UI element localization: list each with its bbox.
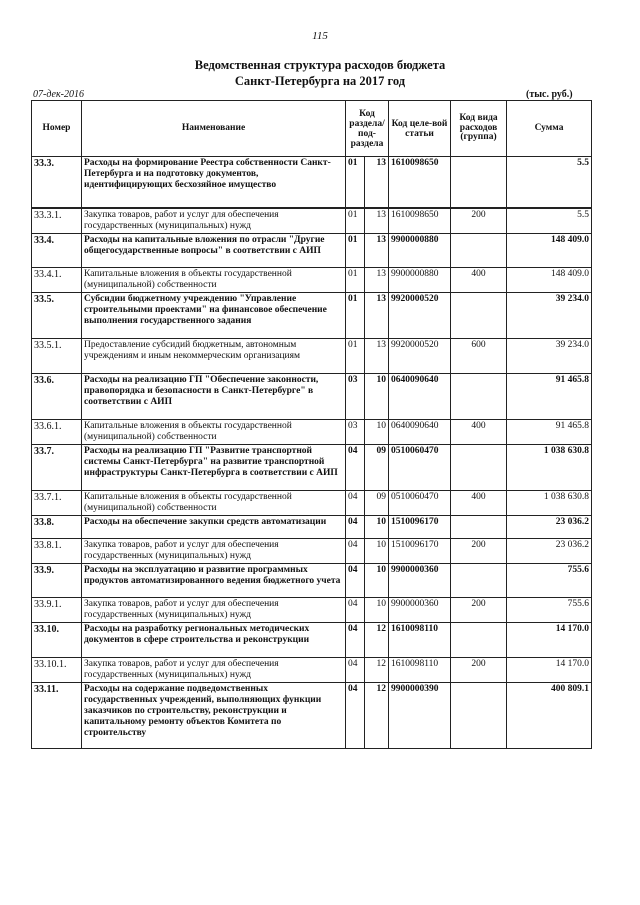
- row-article-code: 0510060470: [389, 490, 451, 515]
- row-amount: 148 409.0: [507, 233, 592, 267]
- row-section-code: 04: [346, 515, 365, 538]
- title-line-2: Санкт-Петербурга на 2017 год: [234, 74, 406, 88]
- row-expense-type: 200: [451, 538, 507, 563]
- row-expense-type: 200: [451, 597, 507, 622]
- row-article-code: 9900000390: [389, 682, 451, 748]
- row-name: Расходы на разработку региональных методических документов в сфере строительства и реконструкции: [82, 622, 346, 657]
- row-article-code: 9900000360: [389, 597, 451, 622]
- row-expense-type: [451, 515, 507, 538]
- title-line-1: Ведомственная структура расходов бюджета: [194, 58, 446, 72]
- row-subsection-code: 12: [365, 657, 389, 682]
- row-expense-type: [451, 682, 507, 748]
- row-amount: 148 409.0: [507, 267, 592, 292]
- document-title: [0, 57, 640, 89]
- row-expense-type: [451, 373, 507, 419]
- table-row: [32, 538, 592, 563]
- row-subsection-code: 12: [365, 682, 389, 748]
- row-subsection-code: 13: [365, 338, 389, 373]
- row-subsection-code: 12: [365, 622, 389, 657]
- budget-table: [31, 100, 592, 749]
- row-article-code: 0640090640: [389, 419, 451, 444]
- row-name: Расходы на капитальные вложения по отрасли "Другие общегосударственные вопросы" в соответствии с АИП: [82, 233, 346, 267]
- row-name: Закупка товаров, работ и услуг для обеспечения государственных (муниципальных) нужд: [82, 597, 346, 622]
- row-amount: 5.5: [507, 208, 592, 234]
- row-number: 33.8.: [32, 515, 82, 538]
- row-section-code: 03: [346, 419, 365, 444]
- table-row: [32, 682, 592, 748]
- row-amount: 23 036.2: [507, 515, 592, 538]
- row-amount: 5.5: [507, 157, 592, 208]
- row-number: 33.9.1.: [32, 597, 82, 622]
- row-number: 33.5.1.: [32, 338, 82, 373]
- row-section-code: 04: [346, 563, 365, 597]
- row-number: 33.9.: [32, 563, 82, 597]
- row-amount: 39 234.0: [507, 292, 592, 338]
- row-amount: 39 234.0: [507, 338, 592, 373]
- row-amount: 1 038 630.8: [507, 490, 592, 515]
- table-row: [32, 563, 592, 597]
- row-article-code: 0510060470: [389, 444, 451, 490]
- row-expense-type: 400: [451, 490, 507, 515]
- table-row: [32, 292, 592, 338]
- row-subsection-code: 10: [365, 597, 389, 622]
- table-row: [32, 373, 592, 419]
- units-label: (тыс. руб.): [526, 89, 573, 100]
- table-row: [32, 233, 592, 267]
- row-number: 33.11.: [32, 682, 82, 748]
- table-row: [32, 657, 592, 682]
- row-article-code: 9900000360: [389, 563, 451, 597]
- row-name: Расходы на формирование Реестра собственности Санкт-Петербурга и на подготовку документов, идентифицирующих бесхозяйное имущество: [82, 157, 346, 208]
- row-subsection-code: 10: [365, 419, 389, 444]
- row-subsection-code: 10: [365, 515, 389, 538]
- table-row: [32, 338, 592, 373]
- row-expense-type: 200: [451, 208, 507, 234]
- table-row: [32, 267, 592, 292]
- row-amount: 23 036.2: [507, 538, 592, 563]
- row-amount: 91 465.8: [507, 373, 592, 419]
- row-section-code: 04: [346, 622, 365, 657]
- row-section-code: 01: [346, 292, 365, 338]
- row-subsection-code: 13: [365, 267, 389, 292]
- row-section-code: 04: [346, 538, 365, 563]
- header-article: Код целе-вой статьи: [389, 101, 451, 157]
- row-section-code: 01: [346, 338, 365, 373]
- row-name: Предоставление субсидий бюджетным, автономным учреждениям и иным некоммерческим организациям: [82, 338, 346, 373]
- row-article-code: 1510096170: [389, 538, 451, 563]
- row-number: 33.5.: [32, 292, 82, 338]
- row-number: 33.7.1.: [32, 490, 82, 515]
- row-article-code: 1610098650: [389, 208, 451, 234]
- table-row: [32, 419, 592, 444]
- table-row: [32, 490, 592, 515]
- row-subsection-code: 10: [365, 563, 389, 597]
- row-article-code: 9900000880: [389, 267, 451, 292]
- row-subsection-code: 10: [365, 373, 389, 419]
- table-row: [32, 597, 592, 622]
- row-article-code: 9920000520: [389, 338, 451, 373]
- table-row: [32, 157, 592, 208]
- table-row: [32, 208, 592, 234]
- row-name: Закупка товаров, работ и услуг для обеспечения государственных (муниципальных) нужд: [82, 208, 346, 234]
- row-section-code: 01: [346, 208, 365, 234]
- document-date: 07-дек-2016: [33, 89, 84, 100]
- row-expense-type: 400: [451, 267, 507, 292]
- row-expense-type: 600: [451, 338, 507, 373]
- row-amount: 1 038 630.8: [507, 444, 592, 490]
- header-number: Номер: [32, 101, 82, 157]
- row-section-code: 01: [346, 233, 365, 267]
- row-expense-type: 400: [451, 419, 507, 444]
- header-amount: Сумма: [507, 101, 592, 157]
- row-section-code: 04: [346, 490, 365, 515]
- header-section: Код раздела/ под-раздела: [346, 101, 389, 157]
- row-section-code: 04: [346, 682, 365, 748]
- row-expense-type: [451, 233, 507, 267]
- row-expense-type: [451, 157, 507, 208]
- row-article-code: 9900000880: [389, 233, 451, 267]
- row-subsection-code: 13: [365, 233, 389, 267]
- row-amount: 755.6: [507, 563, 592, 597]
- row-number: 33.6.1.: [32, 419, 82, 444]
- row-subsection-code: 13: [365, 157, 389, 208]
- row-subsection-code: 13: [365, 208, 389, 234]
- row-name: Субсидии бюджетному учреждению "Управление строительными проектами" на финансовое обеспечение выполнения государственного задания: [82, 292, 346, 338]
- row-name: Расходы на реализацию ГП "Обеспечение законности, правопорядка и безопасности в Санкт-Петербурге" в соответствии с АИП: [82, 373, 346, 419]
- row-section-code: 04: [346, 597, 365, 622]
- row-subsection-code: 09: [365, 444, 389, 490]
- row-section-code: 04: [346, 657, 365, 682]
- row-expense-type: [451, 622, 507, 657]
- row-article-code: 1610098110: [389, 622, 451, 657]
- table-row: [32, 622, 592, 657]
- row-name: Закупка товаров, работ и услуг для обеспечения государственных (муниципальных) нужд: [82, 657, 346, 682]
- row-article-code: 0640090640: [389, 373, 451, 419]
- row-number: 33.10.: [32, 622, 82, 657]
- row-name: Расходы на обеспечение закупки средств автоматизации: [82, 515, 346, 538]
- row-amount: 91 465.8: [507, 419, 592, 444]
- row-name: Закупка товаров, работ и услуг для обеспечения государственных (муниципальных) нужд: [82, 538, 346, 563]
- row-subsection-code: 13: [365, 292, 389, 338]
- row-expense-type: [451, 292, 507, 338]
- row-number: 33.7.: [32, 444, 82, 490]
- table-row: [32, 444, 592, 490]
- row-name: Расходы на эксплуатацию и развитие программных продуктов автоматизированного ведения бюджетного учета: [82, 563, 346, 597]
- row-section-code: 03: [346, 373, 365, 419]
- row-name: Расходы на реализацию ГП "Развитие транспортной системы Санкт-Петербурга" на развитие транспортной инфраструктуры Санкт-Петербурга в соответствии с АИП: [82, 444, 346, 490]
- row-expense-type: 200: [451, 657, 507, 682]
- row-number: 33.4.1.: [32, 267, 82, 292]
- row-number: 33.3.: [32, 157, 82, 208]
- row-name: Капитальные вложения в объекты государственной (муниципальной) собственности: [82, 267, 346, 292]
- row-article-code: 1610098650: [389, 157, 451, 208]
- row-name: Расходы на содержание подведомственных государственных учреждений, выполняющих функции заказчиков по строительству, реконструкции и капитальному ремонту объектов Комитета по строительству: [82, 682, 346, 748]
- row-name: Капитальные вложения в объекты государственной (муниципальной) собственности: [82, 490, 346, 515]
- row-article-code: 1610098110: [389, 657, 451, 682]
- table-header-row: [32, 101, 592, 157]
- header-name: Наименование: [82, 101, 346, 157]
- row-amount: 400 809.1: [507, 682, 592, 748]
- row-section-code: 01: [346, 267, 365, 292]
- row-number: 33.10.1.: [32, 657, 82, 682]
- page-number: 115: [312, 30, 328, 42]
- table-body: [32, 157, 592, 749]
- row-amount: 755.6: [507, 597, 592, 622]
- row-number: 33.4.: [32, 233, 82, 267]
- header-expense-type: Код вида расходов (группа): [451, 101, 507, 157]
- row-amount: 14 170.0: [507, 622, 592, 657]
- row-number: 33.3.1.: [32, 208, 82, 234]
- row-article-code: 1510096170: [389, 515, 451, 538]
- row-article-code: 9920000520: [389, 292, 451, 338]
- row-expense-type: [451, 444, 507, 490]
- row-number: 33.8.1.: [32, 538, 82, 563]
- row-section-code: 04: [346, 444, 365, 490]
- row-number: 33.6.: [32, 373, 82, 419]
- row-subsection-code: 09: [365, 490, 389, 515]
- row-expense-type: [451, 563, 507, 597]
- row-section-code: 01: [346, 157, 365, 208]
- table-row: [32, 515, 592, 538]
- row-name: Капитальные вложения в объекты государственной (муниципальной) собственности: [82, 419, 346, 444]
- row-amount: 14 170.0: [507, 657, 592, 682]
- row-subsection-code: 10: [365, 538, 389, 563]
